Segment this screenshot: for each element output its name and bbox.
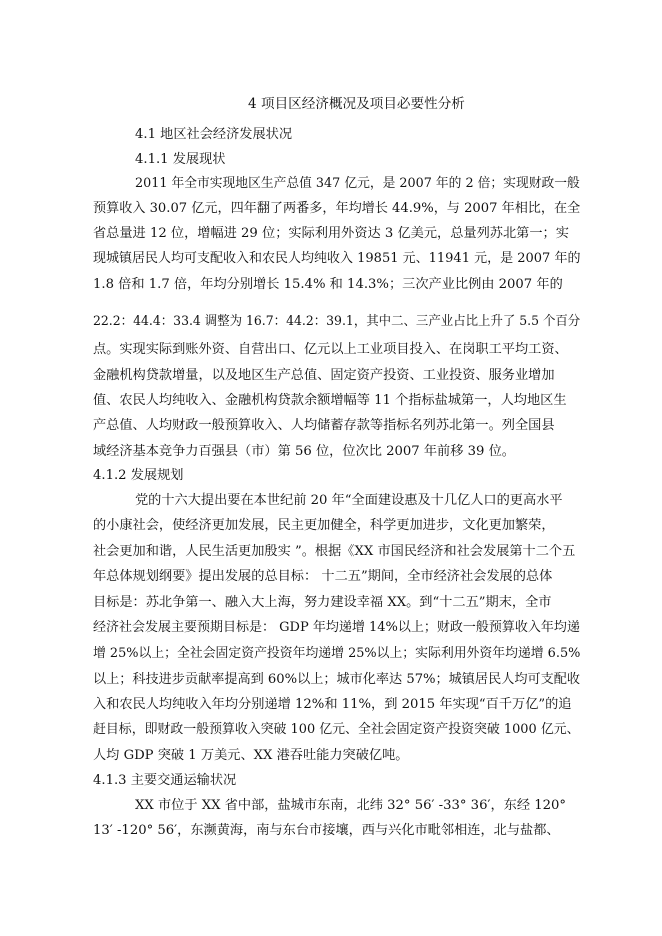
paragraph-line: 赶目标，即财政一般预算收入突破 100 亿元、全社会固定资产投资突破 1000 亿元、 xyxy=(93,722,580,737)
paragraph-line: 产总值、人均财政一般预算收入、人均储蓄存款等指标名列苏北第一。列全国县 xyxy=(93,418,555,433)
paragraph-line: 目标是：苏北争第一、融入大上海，努力建设幸福 XX。到“十二五”期末，全市 xyxy=(93,595,552,610)
paragraph-line: 域经济基本竞争力百强县（市）第 56 位，位次比 2007 年前移 39 位。 xyxy=(93,444,515,459)
paragraph-line: 社会更加和谐，人民生活更加殷实 ”。根据《XX 市国民经济和社会发展第十二个五 xyxy=(93,544,576,559)
paragraph-line: 金融机构贷款增量，以及地区生产总值、固定资产投资、工业投资、服务业增加 xyxy=(93,368,555,383)
paragraph-line: 现城镇居民人均可支配收入和农民人均纯收入 19851 元、11941 元，是 2007 年的 xyxy=(93,251,581,266)
paragraph-line: 党的十六大提出要在本世纪前 20 年“全面建设惠及十几亿人口的更高水平 xyxy=(135,493,563,508)
paragraph-line: 的小康社会，使经济更加发展，民主更加健全，科学更加进步，文化更加繁荣， xyxy=(93,518,555,533)
paragraph-line: 年总体规划纲要》提出发展的总目标： 十二五”期间，全市经济社会发展的总体 xyxy=(93,569,553,584)
paragraph-line: 入和农民人均纯收入年均分别递增 12%和 11%，到 2015 年实现“百千万亿”的追 xyxy=(93,697,572,712)
paragraph-line: 13′ -120° 56′，东濒黄海，南与东台市接壤，西与兴化市毗邻相连，北与盐都、 xyxy=(93,823,560,838)
paragraph-line: XX 市位于 XX 省中部，盐城市东南，北纬 32° 56′ -33° 36′，东经 120° xyxy=(135,798,566,813)
paragraph-line: 人均 GDP 突破 1 万美元、XX 港吞吐能力突破亿吨。 xyxy=(93,748,409,763)
paragraph-line: 22.2：44.4：33.4 调整为 16.7：44.2：39.1，其中二、三产业占比上升了 5.5 个百分 xyxy=(93,314,581,329)
paragraph-line: 2011 年全市实现地区生产总值 347 亿元，是 2007 年的 2 倍；实现财政一般 xyxy=(135,176,580,191)
paragraph-line: 点。实现实际到账外资、自营出口、亿元以上工业项目投入、在岗职工平均工资、 xyxy=(93,342,568,357)
paragraph-line: 值、农民人均纯收入、金融机构贷款余额增幅等 11 个指标盐城第一，人均地区生 xyxy=(93,393,567,408)
paragraph-line: 增 25%以上；全社会固定资产投资年均递增 25%以上；实际利用外资年均递增 6.5% xyxy=(93,646,581,661)
paragraph-line: 1.8 倍和 1.7 倍，年均分别增长 15.4% 和 14.3%；三次产业比例由 2007 年的 xyxy=(93,277,563,292)
paragraph-line: 经济社会发展主要预期目标是： GDP 年均递增 14%以上；财政一般预算收入年均递 xyxy=(93,620,580,635)
subsection-heading-4-1-3: 4.1.3 主要交通运输状况 xyxy=(93,773,237,788)
subsection-heading-4-1-1: 4.1.1 发展现状 xyxy=(135,152,226,167)
paragraph-line: 以上；科技进步贡献率提高到 60%以上；城市化率达 57%；城镇居民人均可支配收 xyxy=(93,672,581,687)
paragraph-line: 省总量进 12 位，增幅进 29 位；实际利用外资达 3 亿美元，总量列苏北第一；实 xyxy=(93,226,569,241)
subsection-heading-4-1-2: 4.1.2 发展规划 xyxy=(93,468,184,483)
paragraph-line: 预算收入 30.07 亿元，四年翻了两番多，年均增长 44.9%，与 2007 年相比，在全 xyxy=(93,201,581,216)
chapter-title: 4 项目区经济概况及项目必要性分析 xyxy=(248,96,465,112)
section-heading-4-1: 4.1 地区社会经济发展状况 xyxy=(135,127,293,142)
